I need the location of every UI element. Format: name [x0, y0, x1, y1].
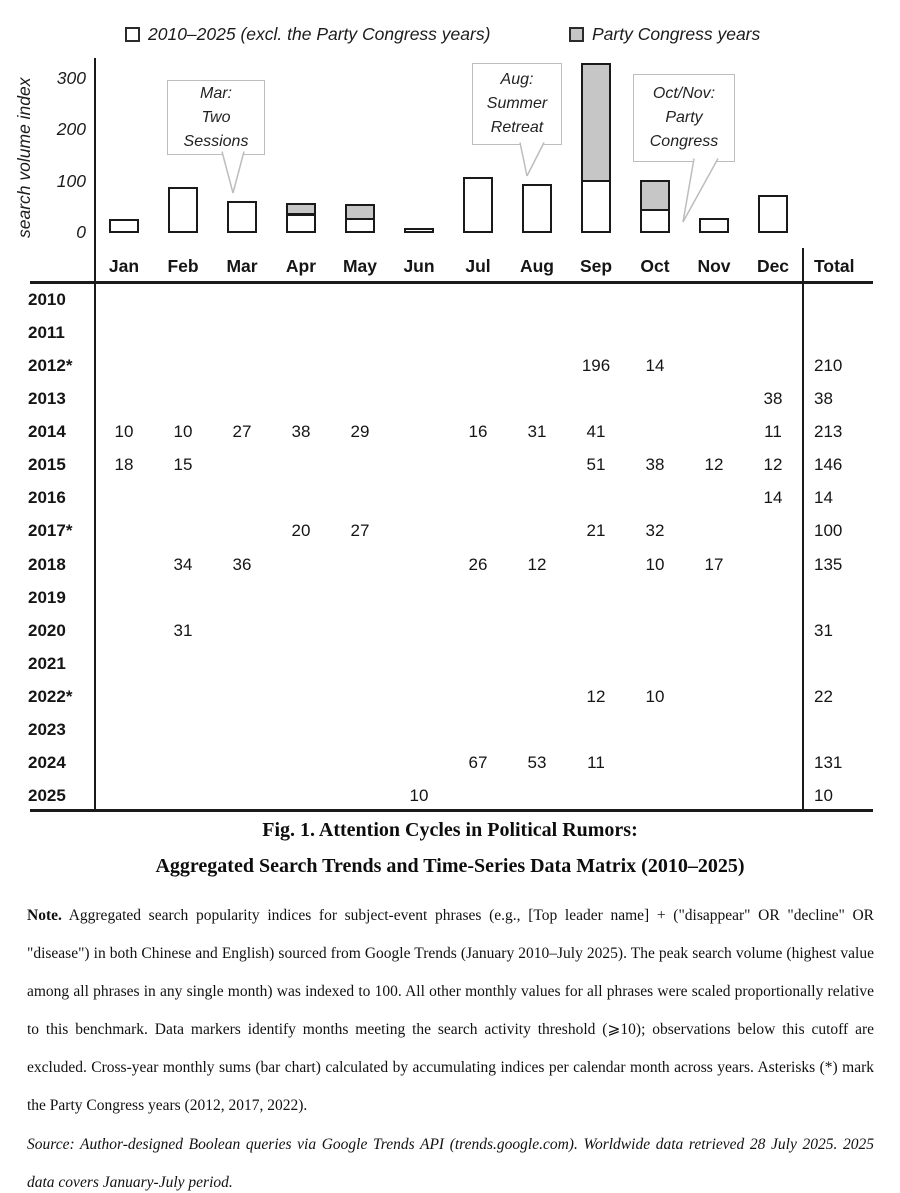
annotation-line: Aug:: [500, 71, 534, 88]
bar-segment-base-jun: [404, 228, 434, 233]
bar-segment-congress-may: [345, 204, 375, 220]
table-cell: 31: [527, 422, 547, 441]
column-header-may: May: [342, 256, 378, 276]
figure-source: [27, 1126, 874, 1193]
year-label: 2020: [28, 621, 66, 640]
total-cell: 14: [814, 488, 833, 507]
legend-label: Party Congress years: [592, 23, 761, 44]
note-label: Note.: [27, 906, 62, 924]
callout-tail-edge: [683, 159, 718, 223]
table-cell: 10: [645, 687, 665, 706]
table-cell: 12: [704, 455, 724, 474]
table-cell: 38: [645, 455, 665, 474]
table-cell: 26: [468, 555, 488, 574]
table-cell: 17: [704, 555, 724, 574]
table-cell: 29: [350, 422, 370, 441]
total-cell: 31: [814, 621, 833, 640]
legend-label: 2010–2025 (excl. the Party Congress years): [148, 23, 491, 44]
year-label: 2010: [28, 290, 66, 309]
callout-tail: [520, 141, 544, 176]
column-header-apr: Apr: [285, 256, 317, 276]
table-cell: 51: [586, 455, 606, 474]
total-cell: 10: [814, 786, 833, 805]
table-cell: 12: [586, 687, 606, 706]
year-label: 2018: [28, 555, 66, 574]
total-cell: 38: [814, 389, 833, 408]
table-cell: 12: [527, 555, 547, 574]
annotation-line: Retreat: [490, 119, 544, 136]
column-header-feb: Feb: [167, 256, 199, 276]
annotation-line: Sessions: [183, 132, 249, 150]
table-cell: 34: [173, 555, 193, 574]
annotation-line: Two: [201, 108, 231, 126]
y-axis-title: search volume index: [14, 77, 34, 238]
annotation-line: Oct/Nov:: [652, 85, 716, 102]
callout-tail-edge: [520, 143, 527, 177]
legend-item: [125, 20, 490, 48]
callout-tail: [222, 150, 244, 193]
column-header-jan: Jan: [108, 256, 140, 276]
total-cell: 135: [814, 555, 843, 574]
year-label: 2012*: [28, 356, 73, 375]
tick-label: 200: [56, 119, 86, 140]
bar-segment-base-aug: [522, 184, 552, 233]
bar-segment-base-jan: [109, 219, 139, 233]
table-cell: 11: [587, 753, 605, 772]
table-cell: 16: [468, 422, 488, 441]
callout-tail-edge: [683, 159, 694, 223]
table-cell: 38: [763, 389, 783, 408]
year-label: 2016: [28, 488, 66, 507]
table-cell: 18: [114, 455, 134, 474]
table-cell: 38: [291, 422, 311, 441]
table-cell: 41: [586, 422, 606, 441]
table-cell: 10: [645, 555, 665, 574]
table-cell: 14: [645, 356, 665, 375]
annotation-oct-nov: [633, 74, 735, 162]
annotation-line: Congress: [649, 133, 719, 150]
table-cell: 31: [173, 621, 193, 640]
total-cell: 131: [814, 753, 843, 772]
bar-segment-base-feb: [168, 187, 198, 233]
bar-segment-congress-oct: [640, 180, 670, 211]
table-cell: 10: [409, 786, 429, 805]
total-cell: 146: [814, 455, 843, 474]
annotation-aug: [472, 63, 562, 145]
year-label: 2015: [28, 455, 66, 474]
column-header-total: Total: [814, 256, 855, 276]
year-label: 2017*: [28, 521, 73, 540]
source-text: Source: Author-designed Boolean queries via Google Trends API (trends.google.com). Worldwide data retrieved 28 July 2025. 2025 data covers January-July period.: [27, 1135, 874, 1191]
table-cell: 20: [291, 521, 311, 540]
year-label: 2024: [28, 753, 66, 772]
bar-segment-base-jul: [463, 177, 493, 233]
year-label: 2021: [28, 654, 66, 673]
bar-segment-base-mar: [227, 201, 257, 233]
bar-segment-base-nov: [699, 218, 729, 233]
table-cell: 15: [173, 455, 193, 474]
year-label: 2011: [28, 323, 65, 342]
table-cell: 10: [173, 422, 193, 441]
total-cell: 213: [814, 422, 843, 441]
table-cell: 10: [114, 422, 134, 441]
legend-item: [569, 20, 760, 48]
column-header-jun: Jun: [403, 256, 435, 276]
figure-caption: [0, 812, 900, 884]
column-header-oct: Oct: [640, 256, 670, 276]
year-label: 2014: [28, 422, 66, 441]
column-header-dec: Dec: [756, 256, 790, 276]
bar-segment-base-may: [345, 218, 375, 233]
callout-tail: [683, 157, 718, 222]
table-cell: 32: [645, 521, 665, 540]
column-header-mar: Mar: [226, 256, 258, 276]
table-cell: 27: [350, 521, 370, 540]
annotation-line: Party: [665, 109, 703, 126]
bar-segment-base-apr: [286, 214, 316, 233]
bar-segment-base-dec: [758, 195, 788, 233]
tick-label: 0: [76, 222, 86, 242]
table-cell: 36: [232, 555, 252, 574]
bar-segment-congress-apr: [286, 203, 316, 215]
year-label: 2022*: [28, 687, 73, 706]
total-cell: 22: [814, 687, 833, 706]
tick-label: 300: [56, 68, 86, 89]
year-label: 2013: [28, 389, 66, 408]
bar-segment-base-sep: [581, 180, 611, 233]
year-label: 2023: [28, 720, 66, 739]
year-label: 2019: [28, 588, 66, 607]
table-cell: 53: [527, 753, 547, 772]
total-cell: 100: [814, 521, 843, 540]
annotation-line: Summer: [486, 95, 548, 112]
table-cell: 196: [581, 356, 611, 375]
annotation-line: Mar:: [200, 84, 232, 102]
caption-line-1: Fig. 1. Attention Cycles in Political Rumors:: [262, 819, 638, 841]
note-text: Aggregated search popularity indices for subject-event phrases (e.g., [Top leader name] + ("disappear" OR "decline" OR "disease") in both Chinese and English) sourced from Google Trends (January 2010–July 2025). The peak search volume (highest value among all phrases in any single month) was indexed to 100. All other monthly values for all phrases were scaled proportionally relative to this benchmark. Data markers identify months meeting the search activity threshold (⩾10); observations below this cutoff are excluded. Cross-year monthly sums (bar chart) calculated by accumulating indices per calendar month across years. Asterisks (*) mark the Party Congress years (2012, 2017, 2022).: [27, 906, 874, 1114]
bar-segment-base-oct: [640, 208, 670, 233]
table-cell: 21: [586, 521, 606, 540]
callout-tail-edge: [222, 152, 233, 194]
total-separator-line: [802, 248, 804, 812]
annotation-mar: [167, 80, 265, 155]
legend-swatch-icon: [569, 27, 584, 42]
column-header-aug: Aug: [519, 256, 555, 276]
column-header-jul: Jul: [465, 256, 491, 276]
table-cell: 11: [764, 422, 782, 441]
total-cell: 210: [814, 356, 843, 375]
table-cell: 67: [468, 753, 488, 772]
callout-tail-edge: [527, 143, 544, 177]
table-cell: 27: [232, 422, 252, 441]
table-cell: 14: [763, 488, 783, 507]
table-cell: 12: [763, 455, 783, 474]
column-header-sep: Sep: [579, 256, 613, 276]
figure-note: [27, 897, 874, 1125]
bar-segment-congress-sep: [581, 63, 611, 182]
legend-swatch-icon: [125, 27, 140, 42]
caption-line-2: Aggregated Search Trends and Time-Series Data Matrix (2010–2025): [155, 855, 745, 877]
column-header-nov: Nov: [697, 256, 731, 276]
header-rule: [30, 281, 873, 284]
tick-label: 100: [56, 170, 86, 191]
callout-tail-edge: [233, 152, 244, 194]
year-label: 2025: [28, 786, 66, 805]
